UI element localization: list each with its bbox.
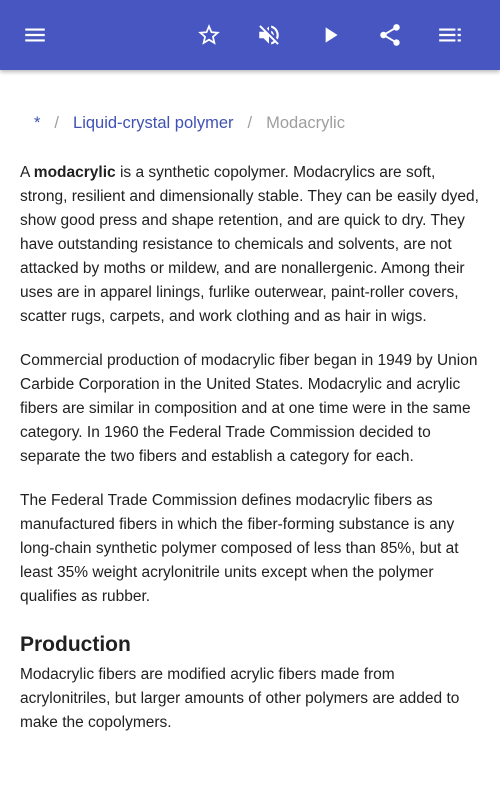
breadcrumb-separator: / [247, 114, 253, 132]
mute-button[interactable] [251, 17, 287, 53]
share-button[interactable] [372, 17, 408, 53]
breadcrumb-separator: / [54, 114, 60, 132]
contents-button[interactable] [432, 17, 468, 53]
breadcrumb-current: Modacrylic [266, 114, 345, 132]
menu-button[interactable] [17, 17, 53, 53]
breadcrumb-home-link[interactable]: * [34, 114, 41, 132]
paragraph-production: Modacrylic fibers are modified acrylic fibers made from acrylonitriles, but larger amounts of other polymers are added to make the copolymers. [20, 666, 460, 731]
breadcrumb-parent-link[interactable]: Liquid-crystal polymer [73, 114, 234, 132]
volume-off-icon [256, 22, 282, 48]
section-heading-production: Production [20, 633, 131, 656]
app-bar [0, 0, 500, 70]
paragraph-definition: The Federal Trade Commission defines modacrylic fibers as manufactured fibers in which the fiber-forming substance is any long-chain synthetic polymer composed of less than 85%, but at least 35% weight acrylonitrile units except when the polymer qualifies as rubber. [20, 492, 459, 605]
list-icon [437, 22, 463, 48]
intro-text: is a synthetic copolymer. Modacrylics are soft, strong, resilient and dimensionally stable. They can be easily dyed, show good press and shape retention, and are quick to dry. They have outstanding resistance to chemicals and solvents, are not attacked by moths or mildew, and are nonallergenic. Among their uses are in apparel linings, furlike outerwear, paint-roller covers, scatter rugs, carpets, and work clothing and as hair in wigs. [20, 164, 479, 325]
favorite-button[interactable] [191, 17, 227, 53]
article-body [20, 161, 482, 755]
paragraph-history: Commercial production of modacrylic fiber began in 1949 by Union Carbide Corporation in the United States. Modacrylic and acrylic fibers are similar in composition and at one time were in the same category. In 1960 the Federal Trade Commission decided to separate the two fibers and establish a category for each. [20, 352, 478, 465]
menu-icon [22, 22, 48, 48]
article-content[interactable] [0, 70, 500, 800]
play-icon [317, 22, 343, 48]
intro-term: modacrylic [33, 164, 116, 181]
star-outline-icon [196, 22, 222, 48]
paragraph-intro [20, 161, 482, 329]
breadcrumb [34, 114, 345, 133]
play-button[interactable] [312, 17, 348, 53]
share-icon [377, 22, 403, 48]
intro-prefix: A [20, 164, 34, 181]
